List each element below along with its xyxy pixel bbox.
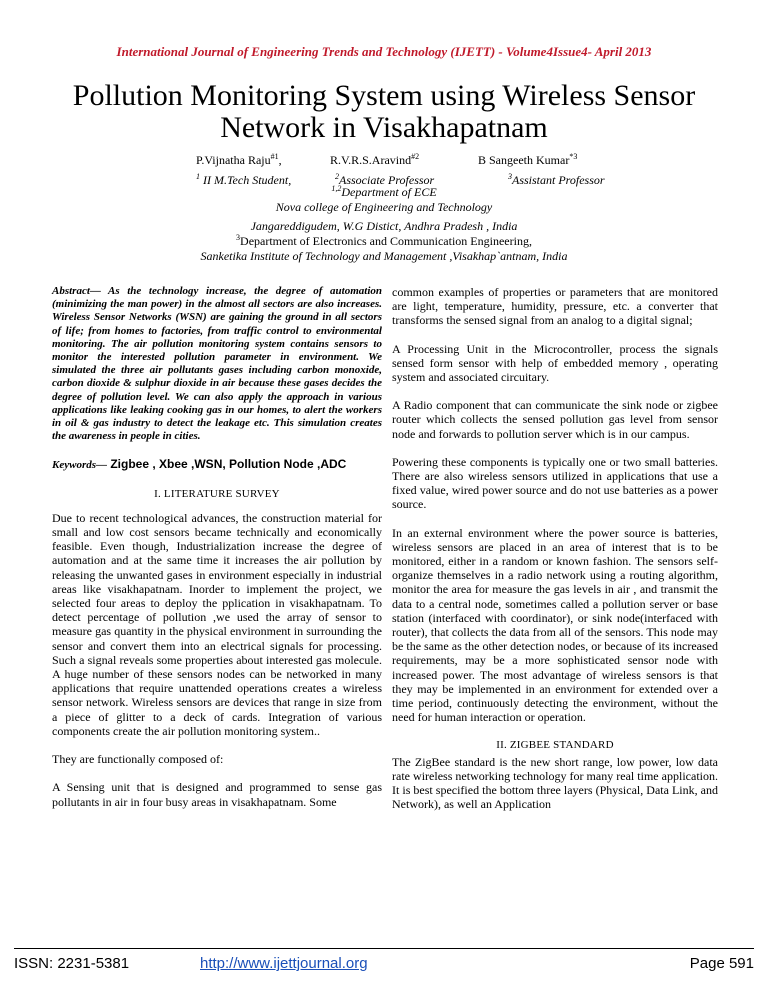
author-3-role: $^3$Assistant Professor: [508, 172, 605, 187]
affiliation-institute3: Sanketika Institute of Technology and Management ,Visakhap`antnam, India: [200, 249, 568, 263]
affiliation-dept: $^{1,2}$Department of ECE: [331, 184, 437, 199]
paragraph: A Processing Unit in the Microcontroller, process the signals sensed form sensor with help of embedded memory , operating system and associated circuitary.: [392, 341, 718, 385]
page-number: Page 591: [689, 955, 754, 972]
affiliation-college: Nova college of Engineering and Technology: [275, 200, 493, 214]
affiliation-address: Jangareddigudem, W.G Distict, Andhra Pradesh , India: [250, 219, 518, 233]
right-column: [392, 285, 718, 826]
author-1: P.Vijnatha Raju$^{\#1}$,: [196, 152, 282, 167]
paragraph: Powering these components is typically one or two small batteries. There are also wireless sensors utilized in applications that use a fixed value, wired power source and do not use batteries as a power source.: [392, 454, 718, 512]
author-2-role: $^2$Associate Professor: [335, 172, 435, 187]
journal-header: International Journal of Engineering Trends and Technology (IJETT) - Volume4Issue4- April 2013: [116, 44, 652, 59]
author-1-role: $^1$ II M.Tech Student,: [196, 172, 292, 187]
paragraph: In an external environment where the power source is batteries, wireless sensors are placed in an area of interest that is to be monitored, either in a random or known fashion. The sensors self-organize themselves in a radio network using a routing algorithm, monitor the area for measure the gas levels in air , and transmit the data to a central node, sometimes called a pollution server or base station (interfaced with coordinator), or sink node(interfaced with router), that collects the data from all of the sensors. This node may be the same as the other detection nodes, or because of its increased requirements, may be a more sophisticated sensor node with increased power. The most advantage of wireless sensors is that they may be implemented in an environment for extended over a time period, continuously detecting the environment, without the need for human interaction or operation.: [392, 525, 718, 725]
section-heading-zigbee: II. ZIGBEE STANDARD: [496, 739, 614, 752]
paper-title: Pollution Monitoring System using Wireless Sensor Network in Visakhapatnam: [72, 79, 696, 144]
left-column: [52, 285, 382, 823]
footer-divider: [14, 948, 754, 949]
affiliation-dept3: $^3$Department of Electronics and Communication Engineering,: [236, 233, 532, 248]
paragraph: A Radio component that can communicate the sink node or zigbee router which collects the sensed pollution gas level from sensor node and forwards to pollution server which is in our campus.: [392, 398, 718, 441]
paragraph: Due to recent technological advances, the construction material for small and low cost sensors became technically and economically feasible. Even though, Industrialization increase the degree of automation and at the same time it increases the air pollution by releasing the unwanted gases in environment especially in industrial areas like visakhapatnam. Inorder to implement the project, we selected four areas to deploy the pplication in visakhapatnam. To detect percentage of pollution ,we used the array of sensor to measure gas quantity in the physical environment in surrounding the sensor and convert them into an electrical signals for processing. Such a signal reveals some properties about interested gas molecule. A huge number of these sensors nodes can be networked in many applications that require unattended operations creates a wireless sensor network. Wireless sensors are devices that range in size from a piece of glitter to a deck of cards. Integration of various components create the air pollution monitoring system..: [52, 510, 382, 738]
paragraph: common examples of properties or parameters that are monitored are light, temperature, humidity, pressure, etc. a converter that transforms the sensed signal from an analog to a digital signal;: [392, 285, 718, 328]
paragraph: They are functionally composed of:: [52, 752, 224, 767]
issn: ISSN: 2231-5381: [14, 955, 130, 972]
keywords-label: Keywords—: [52, 459, 107, 472]
page-footer: [14, 955, 754, 981]
section-heading-literature-survey: I. LITERATURE SURVEY: [154, 487, 280, 500]
paragraph: The ZigBee standard is the new short range, low power, low data rate wireless networking technology for many real time application. It is best specified the bottom three layers (Physical, Data Link, and Network), as well an Application: [392, 754, 718, 812]
author-2: R.V.R.S.Aravind$^{\#2}$: [330, 152, 420, 167]
paragraph: A Sensing unit that is designed and programmed to sense gas pollutants in air in four busy areas in visakhapatnam. Some: [52, 780, 382, 809]
keywords-text: Zigbee , Xbee ,WSN, Pollution Node ,ADC: [107, 457, 347, 472]
author-3: B Sangeeth Kumar$^{*3}$: [478, 152, 578, 167]
abstract: Abstract— As the technology increase, the degree of automation (minimizing the man power) in the almost all sectors are also increases. Wireless Sensor Networks (WSN) are gaining the ground in all sectors of life; from homes to factories, from traffic control to environmental monitoring. The air pollution monitoring system contains sensors to monitor the interested pollution parameter in environment. We simulated the three air pollutants gases including carbon monoxide, carbon dioxide & sulphur dioxide in air because these gases decides the degree of pollution level. We can also apply the approach in various applications like leaking cooking gas in our homes, to alert the workers in oil & gas industry to detect the leakage etc. This simulation creates the awareness in people in cities.: [52, 285, 382, 443]
journal-link[interactable]: http://www.ijettjournal.org: [200, 955, 368, 972]
keywords: [52, 457, 382, 472]
